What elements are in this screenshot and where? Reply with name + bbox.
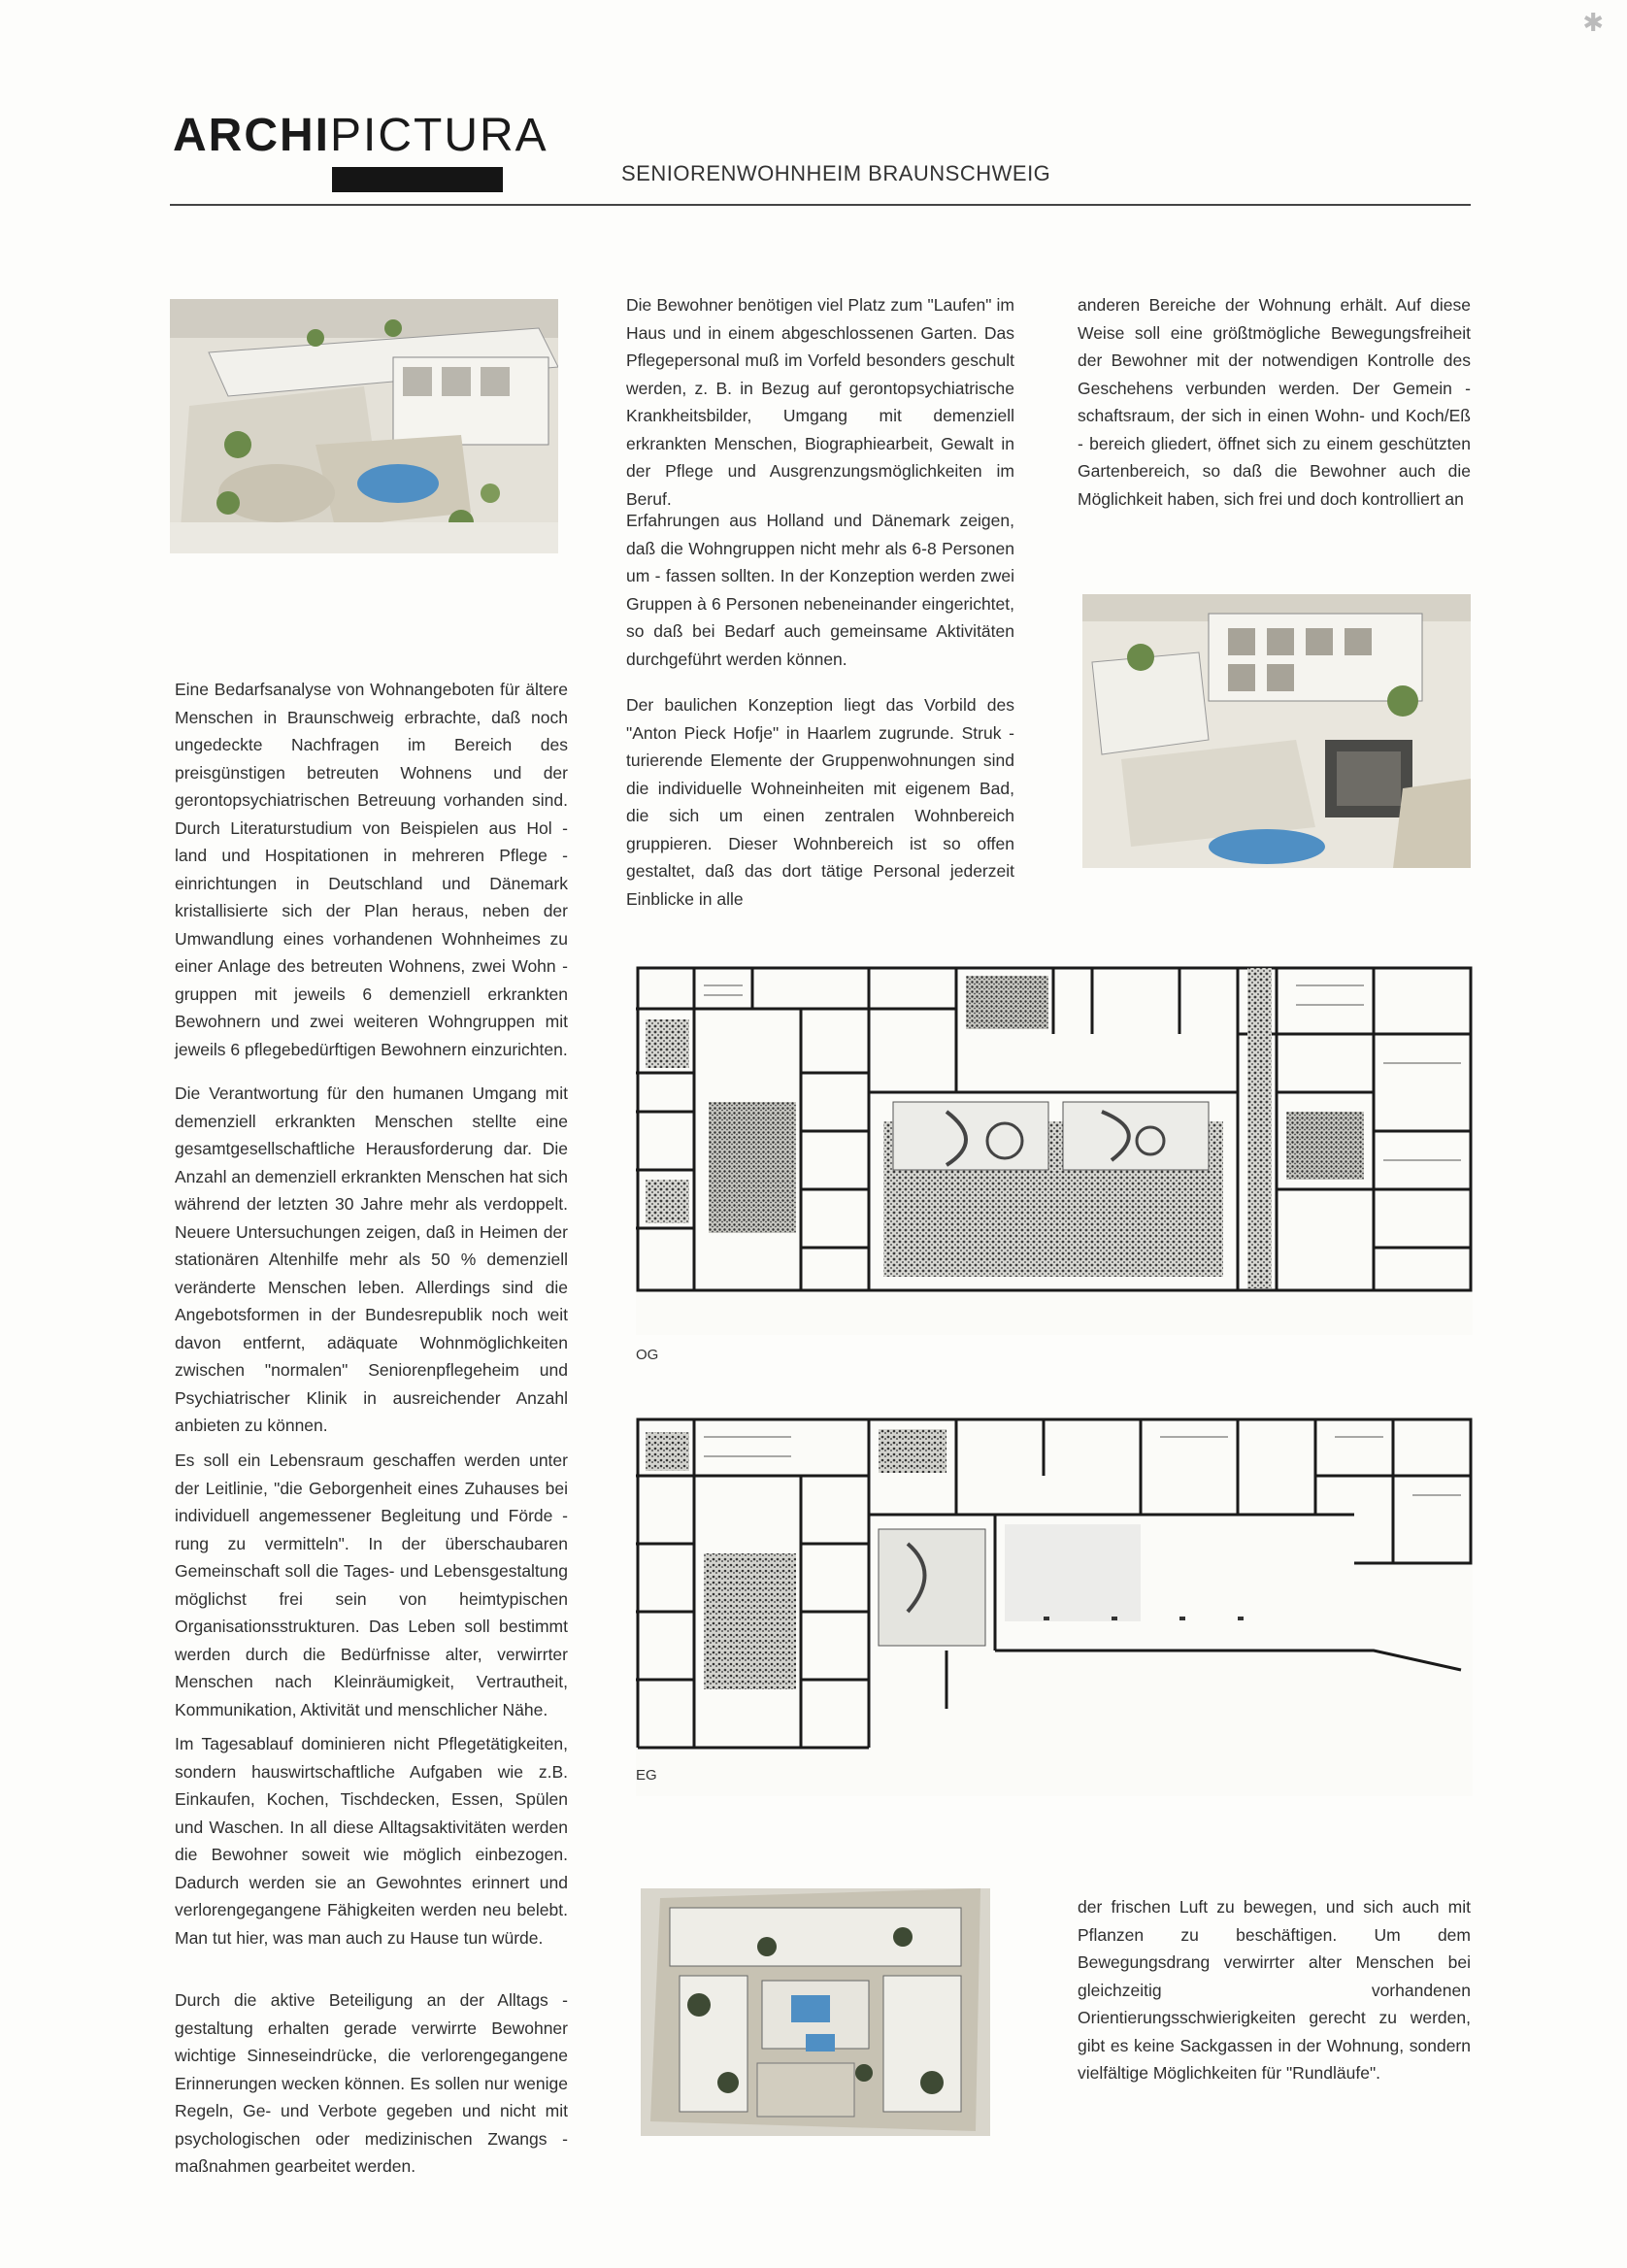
header-divider <box>170 204 1471 206</box>
logo-bar <box>332 167 503 192</box>
column3-paragraph-2: der frischen Luft zu bewegen, und sich auch mit Pflanzen zu beschäftigen. Um dem Bewegungsdrang verwirrter alter Menschen bei gleichzeitig vorhandenen Orientierungsschwierigkeiten gerecht zu werden, gibt es keine Sackgassen in der Wohnung, sondern vielfältige Möglichkeiten für "Rundläufe". <box>1078 1897 1471 2083</box>
model-photo-courtyard <box>170 299 558 553</box>
model-photo-wing <box>1082 594 1471 868</box>
column2-paragraph-1: Die Bewohner benötigen viel Platz zum "Laufen" im Haus und in einem abgeschlossenen Garten. Das Pflegepersonal muß im Vorfeld besonders geschult werden, z. B. in Bezug auf gerontopsychiatrische Krankheitsbilder, Umgang mit demenziell erkrankten Menschen, Biographiearbeit, Gewalt in der Pflege und Ausgrenzungsmöglichkeiten im Beruf. <box>626 295 1014 509</box>
column1-paragraph-3: Es soll ein Lebensraum geschaffen werden unter der Leitlinie, "die Geborgenheit eines Zuhauses bei individuell angemessener Begleitung und Förde - rung zu vermitteln". In der überschaubaren Gemeinschaft soll die Tages- und Lebensgestaltung möglichst frei sein von heimtypischen Organisationsstrukturen. Das Leben soll bestimmt werden durch die Bedürfnisse alter, verwirrter Menschen nach Kleinräumigkeit, Vertrautheit, Kommunikation, Aktivität und menschlicher Nähe. <box>175 1451 568 1719</box>
column1-paragraph-2: Die Verantwortung für den humanen Umgang mit demenziell erkrankten Menschen stellte eine gesamtgesellschaftliche Herausforderung dar. Die Anzahl an demenziell erkrankten Menschen hat sich während der letzten 30 Jahre mehr als verdoppelt. Neuere Untersuchungen zeigen, daß in Heimen der stationären Altenhilfe mehr als 50 % demenziell veränderte Menschen leben. Allerdings sind die Angebotsformen in der Bundesrepublik noch weit davon entfernt, adäquate Wohnmöglichkeiten zwischen "normalen" Seniorenpflegeheim und Psychiatrischer Klinik in ausreichender Anzahl anbieten zu können. <box>175 1084 568 1435</box>
floor-plan-upper <box>636 966 1473 1363</box>
logo <box>173 109 548 162</box>
column1-paragraph-4: Im Tagesablauf dominieren nicht Pflegetätigkeiten, sondern hauswirtschaftliche Aufgaben wie z.B. Einkaufen, Kochen, Tischdecken, Essen, Spülen und Waschen. In all diese Alltagsaktivitäten werden die Bewohner soweit wie möglich einbezogen. Dadurch werden sie an Gewohntes erinnert und verlorengegangene Fähigkeiten werden neu belebt. Man tut hier, was man auch zu Hause tun würde. <box>175 1734 568 1948</box>
floor-plan-ground <box>636 1418 1473 1796</box>
page-title: SENIORENWOHNHEIM BRAUNSCHWEIG <box>621 161 1051 185</box>
logo-bold-text: ARCHI <box>173 110 330 161</box>
column3-paragraph-1: anderen Bereiche der Wohnung erhält. Auf diese Weise soll eine größtmögliche Bewegungsfreiheit der Bewohner mit der notwendigen Kontrolle des Geschehens verbunden werden. Der Gemein - schaftsraum, der sich in einen Wohn- und Koch/Eß - bereich gliedert, öffnet sich zu einem geschützten Gartenbereich, so daß die Bewohner auch die Möglichkeit haben, sich frei und doch kontrolliert an <box>1078 295 1471 509</box>
column2-paragraph-3: Der baulichen Konzeption liegt das Vorbild des "Anton Pieck Hofje" in Haarlem zugrunde. Struk - turierende Elemente der Gruppenwohnungen sind die individuelle Wohneinheiten mit eigenem Bad, die sich um einen zentralen Wohnbereich gruppieren. Dieser Wohnbereich ist so offen gestaltet, daß das dort tätige Personal jederzeit Einblicke in alle <box>626 695 1014 909</box>
floor-plan-upper-label: OG <box>636 1347 659 1363</box>
column1-paragraph-5: Durch die aktive Beteiligung an der Alltags - gestaltung erhalten gerade verwirrte Bewohner wichtige Sinneseindrücke, die verlorengegangene Erinnerungen wecken können. Es sollen nur wenige Regeln, Ge- und Verbote gegeben und nicht mit psychologischen oder medizinischen Zwangs - maßnahmen gearbeitet werden. <box>175 1990 568 2176</box>
column1-paragraph-1: Eine Bedarfsanalyse von Wohnangeboten für ältere Menschen in Braunschweig erbrachte, daß noch ungedeckte Nachfragen im Bereich des preisgünstigen betreuten Wohnens und der gerontopsychiatrischen Betreuung vorhanden sind. Durch Literaturstudium von Beispielen aus Hol - land und Hospitationen in mehreren Pflege - einrichtungen in Deutschland und Dänemark kristallisierte sich der Plan heraus, neben der Umwandlung eines vorhandenen Wohnheimes zu einer Anlage des betreuten Wohnens, zwei Wohn - gruppen mit jeweils 6 demenziell erkrankten Bewohnern und zwei weiteren Wohngruppen mit jeweils 6 pflegebedürftigen Bewohnern einzurichten. <box>175 680 568 1059</box>
model-photo-aerial <box>641 1888 990 2136</box>
logo-light-text: PICTURA <box>330 110 548 161</box>
column2-paragraph-2: Erfahrungen aus Holland und Dänemark zeigen, daß die Wohngruppen nicht mehr als 6-8 Personen um - fassen sollten. In der Konzeption werden zwei Gruppen à 6 Personen nebeneinander eingerichtet, so daß bei Bedarf auch gemeinsame Aktivitäten durchgeführt werden können. <box>626 511 1014 669</box>
floor-plan-ground-label: EG <box>636 1767 657 1784</box>
scan-artifact: ✱ <box>1582 8 1604 37</box>
